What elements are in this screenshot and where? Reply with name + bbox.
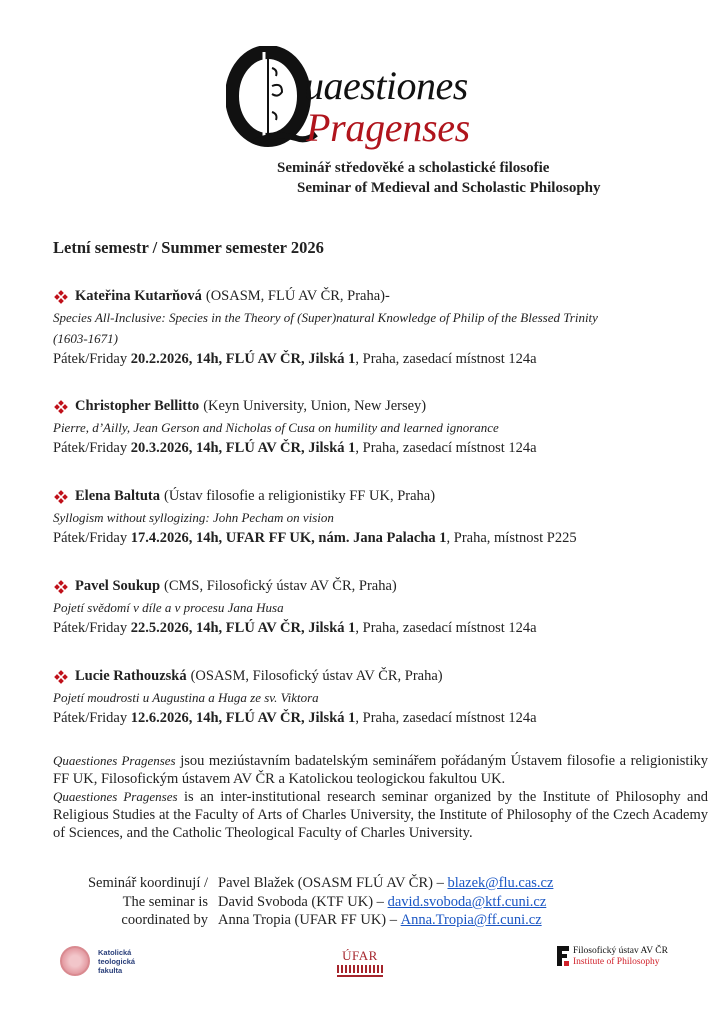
- lecture-item: [53, 666, 653, 729]
- lecture-title: Species All-Inclusive: Species in the Theory of (Super)natural Knowledge of Philip of the Blessed Trinity (1603-1671): [53, 310, 598, 346]
- about-czech-text: jsou meziústavním badatelským seminářem pořádaným Ústavem filosofie a religionistiky FF UK, Filosofickým ústavem AV ČR a Katolickou teologickou fakultou UK.: [53, 753, 708, 787]
- ufar-logo-text: ÚFAR: [342, 948, 378, 963]
- speaker-affiliation: (Ústav filosofie a religionistiky FF UK, Praha): [164, 488, 436, 504]
- lecture-title: Pojetí moudrosti u Augustina a Huga ze sv. Viktora: [53, 690, 319, 705]
- coordinators-block: [53, 874, 553, 930]
- speaker-affiliation: (OSASM, Filosofický ústav AV ČR, Praha): [190, 668, 443, 684]
- flu-logo: [557, 946, 668, 967]
- lecture-day: Pátek/Friday: [53, 440, 128, 456]
- flu-logo-text-en: Institute of Philosophy: [573, 956, 660, 967]
- logo-text-quaestiones: uaestiones: [304, 63, 468, 108]
- lecture-day: Pátek/Friday: [53, 710, 128, 726]
- university-seal-icon: [60, 946, 90, 976]
- flu-f-mark-icon: [557, 946, 569, 966]
- lecture-date-place: 17.4.2026, 14h, UFAR FF UK, nám. Jana Palacha 1: [130, 530, 447, 546]
- about-english-text: is an inter-institutional research seminar organized by the Institute of Philosophy and Religious Studies at the Faculty of Arts of Charles University, the Institute of Philosophy of the Czech Academy of Sciences, and the Catholic Theological Faculty of Charles University.: [53, 789, 708, 841]
- coordinator-email-link[interactable]: Anna.Tropia@ff.cuni.cz: [400, 912, 542, 928]
- partner-logos: [0, 940, 724, 990]
- lecture-time-place: [53, 618, 653, 639]
- red-diamond-bullet-icon: [55, 491, 67, 503]
- lecture-time-place: [53, 438, 653, 459]
- speaker-affiliation: (Keyn University, Union, New Jersey): [203, 398, 427, 414]
- speaker-name: Lucie Rathouzská: [75, 668, 187, 684]
- coordinator-label: coordinated by: [121, 912, 208, 928]
- speaker-affiliation: (CMS, Filosofický ústav AV ČR, Praha): [164, 578, 397, 594]
- ufar-underline: [337, 975, 383, 977]
- coordinator-label: The seminar is: [122, 893, 208, 910]
- coordinator-email-link[interactable]: blazek@flu.cas.cz: [447, 875, 554, 891]
- about-czech: [53, 752, 708, 788]
- coordinator-row: [53, 911, 553, 930]
- logo-text-pragenses: Pragenses: [306, 105, 470, 150]
- lecture-item: [53, 576, 653, 639]
- lecture-item: [53, 486, 653, 549]
- coordinator-row: [53, 874, 553, 893]
- red-diamond-bullet-icon: [55, 581, 67, 593]
- coordinator-person: Anna Tropia (UFAR FF UK) –: [218, 912, 397, 928]
- lecture-room: , Praha, zasedací místnost 124a: [355, 440, 537, 456]
- lecture-time-place: [53, 708, 653, 729]
- speaker-name: Pavel Soukup: [75, 578, 161, 594]
- semester-heading: Letní semestr / Summer semester 2026: [53, 238, 324, 257]
- speaker-name: Christopher Bellitto: [75, 398, 200, 414]
- lecture-room: , Praha, místnost P225: [446, 530, 577, 546]
- lecture-room: , Praha, zasedací místnost 124a: [355, 710, 537, 726]
- lecture-title: Pojetí svědomí v díle a v procesu Jana Husa: [53, 600, 284, 615]
- flu-logo-text-cz: Filosofický ústav AV ČR: [573, 946, 668, 956]
- coordinator-label: Seminář koordinují /: [87, 875, 208, 891]
- lecture-title: Pierre, d’Ailly, Jean Gerson and Nicholas of Cusa on humility and learned ignorance: [53, 420, 499, 435]
- lecture-date-place: 12.6.2026, 14h, FLÚ AV ČR, Jilská 1: [130, 710, 356, 726]
- lecture-day: Pátek/Friday: [53, 351, 128, 367]
- subtitle-czech: Seminář středověké a scholastické filosofie: [277, 160, 550, 176]
- lecture-item: [53, 396, 653, 459]
- lecture-date-place: 22.5.2026, 14h, FLÚ AV ČR, Jilská 1: [130, 620, 356, 636]
- coordinator-email-link[interactable]: david.svoboda@ktf.cuni.cz: [387, 893, 547, 910]
- seminar-name: Quaestiones Pragenses: [53, 753, 176, 768]
- coordinator-row: [53, 893, 553, 912]
- red-diamond-bullet-icon: [55, 671, 67, 683]
- lecture-date-place: 20.3.2026, 14h, FLÚ AV ČR, Jilská 1: [130, 440, 356, 456]
- coordinator-person: David Svoboda (KTF UK) –: [218, 893, 384, 910]
- speaker-name: Elena Baltuta: [75, 488, 160, 504]
- lecture-time-place: [53, 528, 653, 549]
- lecture-item: [53, 286, 653, 370]
- seminar-name: Quaestiones Pragenses: [53, 789, 178, 804]
- lecture-time-place: [53, 349, 653, 370]
- lecture-room: , Praha, zasedací místnost 124a: [355, 620, 537, 636]
- speaker-affiliation: (OSASM, FLÚ AV ČR, Praha)-: [205, 288, 390, 304]
- lecture-day: Pátek/Friday: [53, 530, 128, 546]
- ktf-logo: [60, 946, 158, 976]
- lecture-day: Pátek/Friday: [53, 620, 128, 636]
- about-paragraph: [53, 752, 708, 842]
- ufar-columns-icon: [337, 965, 383, 973]
- subtitle-english: Seminar of Medieval and Scholastic Philosophy: [297, 180, 601, 196]
- red-diamond-bullet-icon: [55, 401, 67, 413]
- ktf-logo-text: Katolická teologická fakulta: [98, 947, 136, 975]
- lecture-date-place: 20.2.2026, 14h, FLÚ AV ČR, Jilská 1: [130, 351, 356, 367]
- lecture-title: Syllogism without syllogizing: John Pecham on vision: [53, 510, 334, 525]
- speaker-name: Kateřina Kutarňová: [75, 288, 202, 304]
- about-english: [53, 788, 708, 842]
- red-diamond-bullet-icon: [55, 291, 67, 303]
- lecture-room: , Praha, zasedací místnost 124a: [355, 351, 537, 367]
- quaestiones-pragenses-logo: [226, 46, 516, 156]
- coordinator-person: Pavel Blažek (OSASM FLÚ AV ČR) –: [218, 875, 444, 891]
- ufar-logo: [337, 948, 383, 977]
